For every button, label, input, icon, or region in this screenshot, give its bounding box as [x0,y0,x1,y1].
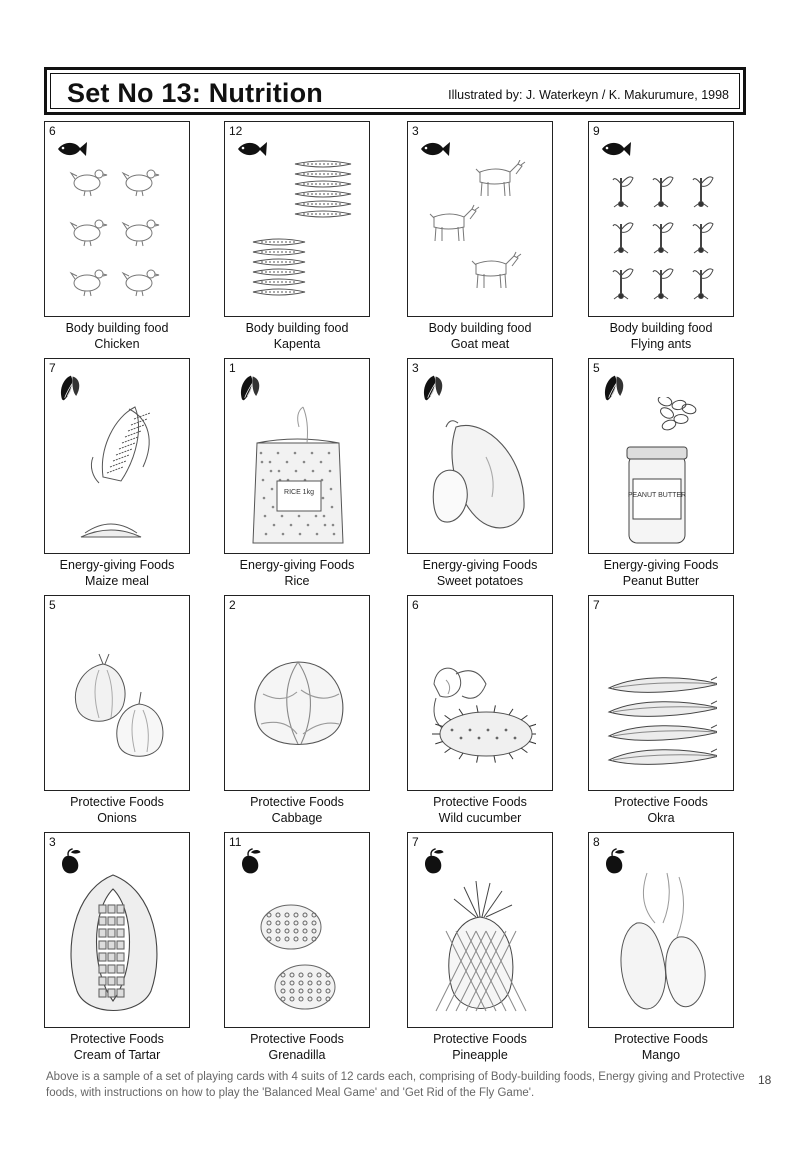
onion-illustration [63,634,173,782]
card-number: 3 [49,835,56,849]
card-number: 7 [593,598,600,612]
food-card-sweetpotato [407,358,553,554]
food-card-cabbage [224,595,370,791]
card-caption [395,795,565,826]
fish-icon [418,136,452,162]
food-name: Cream of Tartar [73,1047,161,1062]
food-category: Energy-giving Foods [603,558,719,572]
food-name: Kapenta [273,336,321,351]
card-caption [32,321,202,352]
food-name: Okra [647,810,675,825]
footer-description: Above is a sample of a set of playing cards with 4 suits of 12 cards each, comprising of Body-building foods, Energy giving and Protective foods, with instructions on how to play the 'Balanced Meal Game' and 'Get Rid of the Fly Game'. [46,1071,745,1099]
illustrator-credit: Illustrated by: J. Waterkeyn / K. Makurumure, 1998 [448,88,729,102]
fruit-icon [418,847,452,873]
food-category: Energy-giving Foods [59,558,175,572]
food-card-baobab [44,832,190,1028]
food-card-okra [588,595,734,791]
ants-illustration [607,160,717,308]
card-caption [212,321,382,352]
food-category: Body building food [428,321,532,335]
card-number: 2 [229,598,236,612]
food-category: Protective Foods [70,1032,164,1046]
goat-illustration [426,160,536,308]
card-number: 12 [229,124,243,138]
fruit-icon [599,847,633,873]
food-card-kapenta [224,121,370,317]
card-caption [576,795,746,826]
page-number: 18 [758,1073,772,1087]
food-name: Flying ants [630,336,692,351]
card-caption [212,795,382,826]
food-name: Grenadilla [268,1047,326,1062]
food-category: Body building food [65,321,169,335]
cabbage-illustration [243,634,353,782]
fish-icon [55,136,89,162]
card-caption [576,321,746,352]
food-name: Maize meal [85,573,149,588]
pineapple-illustration [426,871,536,1019]
food-name: Cabbage [271,810,323,825]
food-card-chicken [44,121,190,317]
food-card-goat [407,121,553,317]
rice-bag-label: RICE 1kg [284,489,314,496]
food-card-mango [588,832,734,1028]
food-card-grenadilla [224,832,370,1028]
food-category: Energy-giving Foods [239,558,355,572]
card-caption [212,558,382,589]
maize-icon [599,373,633,399]
card-number: 5 [593,361,600,375]
food-name: Chicken [94,336,140,351]
food-category: Protective Foods [433,795,527,809]
card-caption [32,1032,202,1063]
card-number: 9 [593,124,600,138]
food-name: Wild cucumber [438,810,522,825]
food-category: Protective Foods [250,1032,344,1046]
card-caption [576,1032,746,1063]
food-card-ants [588,121,734,317]
rice-illustration [243,397,353,545]
card-number: 7 [412,835,419,849]
card-number: 1 [229,361,236,375]
cucumber-illustration [426,634,536,782]
food-name: Mango [641,1047,681,1062]
peanut-jar-label: PEANUT BUTTER [627,492,687,499]
food-card-rice [224,358,370,554]
food-name: Sweet potatoes [436,573,524,588]
food-name: Rice [284,573,310,588]
peanutbutter-illustration [607,397,717,545]
card-number: 5 [49,598,56,612]
food-card-maize [44,358,190,554]
food-category: Protective Foods [614,1032,708,1046]
food-category: Protective Foods [70,795,164,809]
grenadilla-illustration [243,871,353,1019]
card-caption [395,321,565,352]
page-header [44,67,746,115]
card-caption [576,558,746,589]
food-category: Body building food [245,321,349,335]
card-caption [212,1032,382,1063]
card-caption [32,795,202,826]
fish-icon [599,136,633,162]
baobab-illustration [63,871,173,1019]
food-card-peanutbutter [588,358,734,554]
mango-illustration [607,871,717,1019]
card-number: 3 [412,124,419,138]
maize-illustration [63,397,173,545]
food-name: Goat meat [450,336,510,351]
maize-icon [55,373,89,399]
chicken-illustration [63,160,173,308]
card-number: 7 [49,361,56,375]
card-number: 11 [229,835,242,849]
food-category: Body building food [609,321,713,335]
food-category: Protective Foods [614,795,708,809]
maize-icon [418,373,452,399]
food-category: Protective Foods [433,1032,527,1046]
card-caption [395,1032,565,1063]
card-number: 8 [593,835,600,849]
food-card-pineapple [407,832,553,1028]
food-name: Peanut Butter [622,573,700,588]
food-card-onion [44,595,190,791]
header-inner-border [50,73,740,109]
card-number: 6 [412,598,419,612]
card-number: 3 [412,361,419,375]
kapenta-illustration [243,160,353,308]
page-title: Set No 13: Nutrition [67,78,324,108]
food-category: Energy-giving Foods [422,558,538,572]
fish-icon [235,136,269,162]
food-name: Onions [97,810,137,825]
fruit-icon [235,847,269,873]
okra-illustration [607,634,717,782]
food-name: Pineapple [452,1047,508,1062]
food-category: Protective Foods [250,795,344,809]
card-caption [395,558,565,589]
card-number: 6 [49,124,56,138]
card-caption [32,558,202,589]
food-card-cucumber [407,595,553,791]
maize-icon [235,373,269,399]
sweetpotato-illustration [426,397,536,545]
fruit-icon [55,847,89,873]
